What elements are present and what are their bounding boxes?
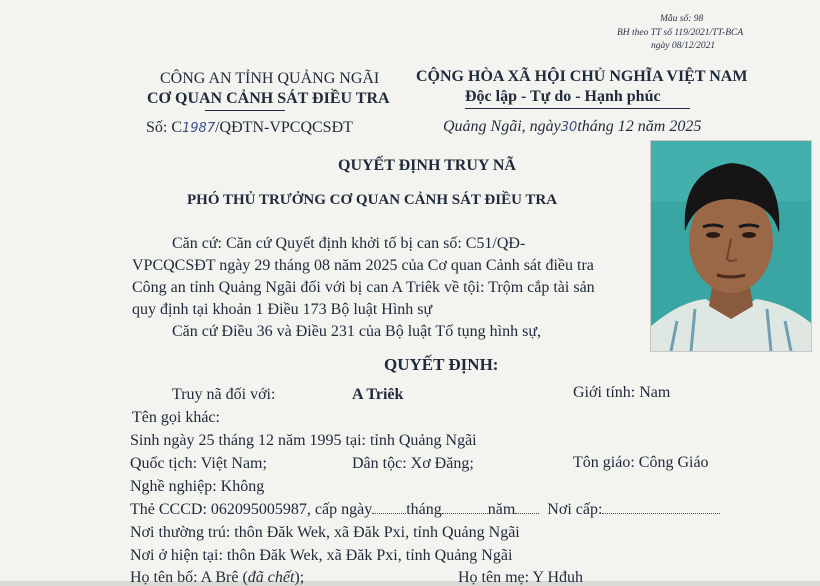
number-handwritten: 1987 [182, 121, 216, 136]
id-card-label: Thẻ CCCD: 062095005987, cấp ngày [130, 501, 373, 518]
motto-underline [465, 108, 690, 109]
id-issue-place-blank [602, 513, 720, 514]
id-issue-year-label: năm [487, 501, 516, 518]
id-issue-day-blank [372, 513, 406, 514]
id-issue-month-label: tháng [406, 501, 442, 518]
basis-line-1: Căn cứ: Căn cứ Quyết định khởi tố bị can số: C51/QĐ- [172, 235, 526, 252]
father-prefix: Họ tên bố: A Brê ( [130, 569, 248, 586]
father-suffix: ); [294, 569, 305, 586]
agency-underline [205, 110, 285, 111]
suspect-nationality: Quốc tịch: Việt Nam; [130, 455, 267, 472]
basis-line-2: VPCQCSĐT ngày 29 tháng 08 năm 2025 của Cơ quan Cảnh sát điều tra [132, 257, 594, 274]
suspect-id-card [130, 502, 720, 518]
document-title: QUYẾT ĐỊNH TRUY NÃ [338, 157, 516, 174]
suspect-occupation: Nghề nghiệp: Không [130, 478, 265, 495]
suspect-religion: Tôn giáo: Công Giáo [573, 454, 709, 471]
nation-title: CỘNG HÒA XÃ HỘI CHỦ NGHĨA VIỆT NAM [416, 68, 748, 85]
suspect-name: A Triêk [352, 386, 404, 403]
suspect-photo [650, 140, 812, 352]
agency-department: CƠ QUAN CẢNH SÁT ĐIỀU TRA [147, 90, 390, 107]
basis-line-5: Căn cứ Điều 36 và Điều 231 của Bộ luật Tố tụng hình sự, [172, 323, 541, 340]
father-note: đã chết [247, 569, 295, 586]
nation-motto: Độc lập - Tự do - Hạnh phúc [465, 88, 661, 105]
number-prefix: Số: C [146, 119, 183, 136]
document-number [146, 120, 353, 136]
suspect-father [130, 570, 304, 586]
number-suffix: /QĐTN-VPCQCSĐT [215, 119, 353, 136]
id-issue-place-label: Nơi cấp: [547, 501, 603, 518]
form-code: Mẫu số: 98 [660, 14, 704, 24]
form-regulation: BH theo TT số 119/2021/TT-BCA [617, 28, 744, 38]
suspect-gender: Giới tính: Nam [573, 384, 671, 401]
id-issue-month-blank [442, 513, 488, 514]
document-subtitle: PHÓ THỦ TRƯỞNG CƠ QUAN CẢNH SÁT ĐIỀU TRA [187, 192, 558, 208]
suspect-ethnicity: Dân tộc: Xơ Đăng; [352, 455, 474, 472]
suspect-mother: Họ tên mẹ: Y Hđuh [458, 569, 584, 586]
date-prefix: Quảng Ngãi, ngày [443, 118, 561, 135]
document-date [443, 119, 701, 135]
suspect-birth: Sinh ngày 25 tháng 12 năm 1995 tại: tỉnh Quảng Ngãi [130, 432, 477, 449]
form-regulation-date: ngày 08/12/2021 [651, 41, 716, 51]
decision-heading: QUYẾT ĐỊNH: [384, 355, 499, 374]
agency-name: CÔNG AN TỈNH QUẢNG NGÃI [160, 70, 380, 87]
date-suffix: tháng 12 năm 2025 [577, 118, 702, 135]
id-issue-year-blank [515, 513, 539, 514]
suspect-alias: Tên gọi khác: [132, 409, 220, 426]
date-day-handwritten: 30 [560, 120, 578, 135]
basis-line-3: Công an tỉnh Quảng Ngãi đối với bị can A Triêk về tội: Trộm cắp tài sản [132, 279, 595, 296]
suspect-current-address: Nơi ở hiện tại: thôn Đăk Wek, xã Đăk Pxi, tỉnh Quảng Ngãi [130, 547, 513, 564]
suspect-portrait-illustration [651, 141, 811, 351]
suspect-residence: Nơi thường trú: thôn Đăk Wek, xã Đăk Pxi, tỉnh Quảng Ngãi [130, 524, 520, 541]
basis-line-4: quy định tại khoản 1 Điều 173 Bộ luật Hình sự [132, 301, 433, 318]
wanted-label: Truy nã đối với: [172, 386, 276, 403]
